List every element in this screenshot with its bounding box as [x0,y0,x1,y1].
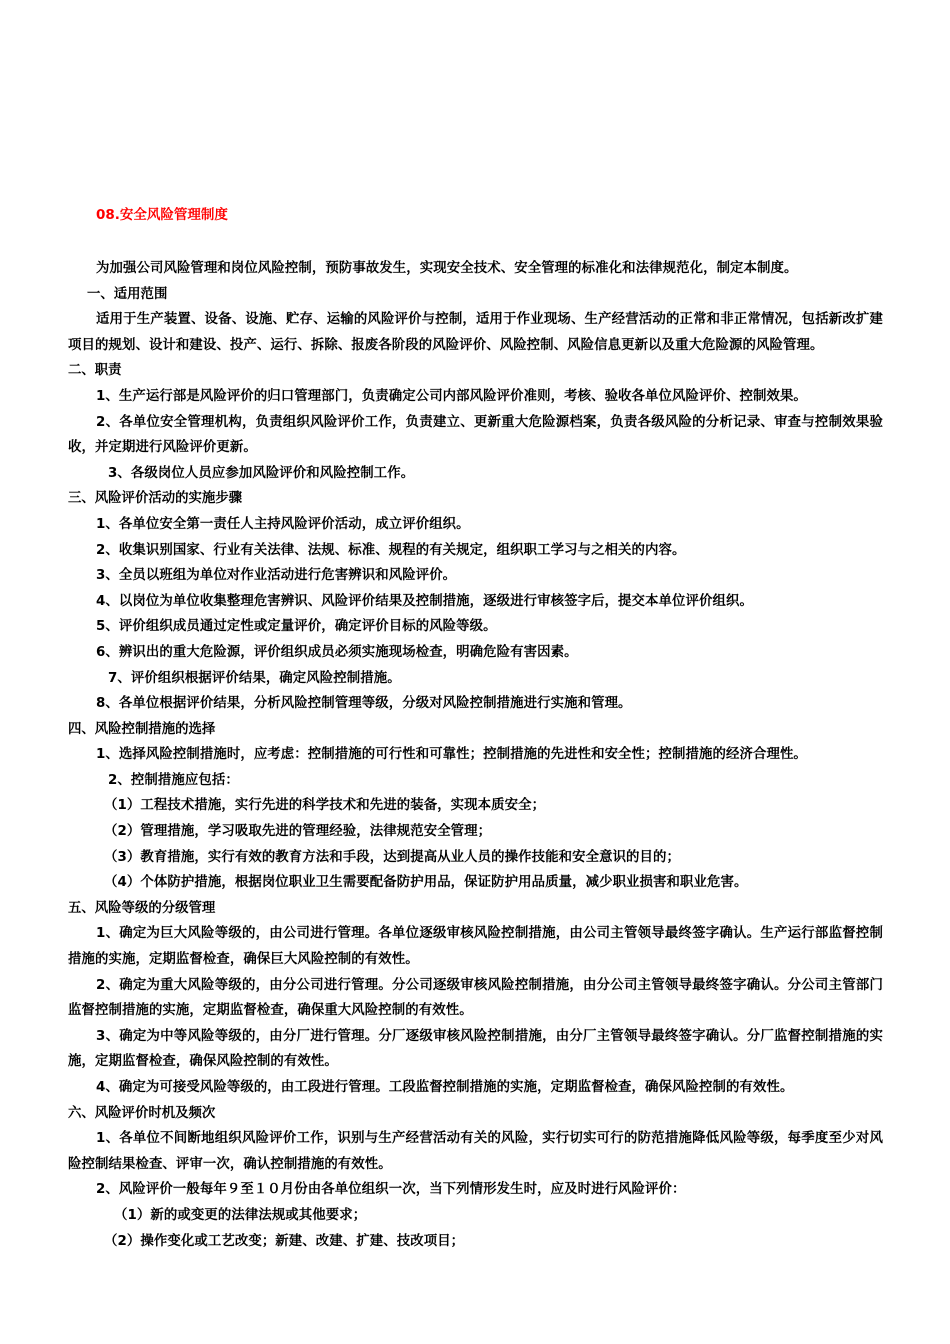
section-heading-timing: 六、风险评价时机及频次 [68,1105,216,1121]
scope-paragraph: 适用于生产装置、设备、设施、贮存、运输的风险评价与控制，适用于作业现场、生产经营活动的正常和非正常情况，包括新改扩建项目的规划、设计和建设、投产、运行、拆除、报废各阶段的风险评价、风险控制、风险信息更新以及重大危险源的风险管理。 [68,312,883,353]
measures-sub-3: （3）教育措施，实行有效的教育方法和手段，达到提高从业人员的操作技能和安全意识的目的； [104,849,681,865]
section-heading-levels: 五、风险等级的分级管理 [68,900,216,916]
timing-item-2: 2、风险评价一般每年９至１０月份由各单位组织一次，当下列情形发生时，应及时进行风险评价： [96,1182,686,1198]
document-title: 08.安全风险管理制度 [96,207,228,223]
section-heading-steps: 三、风险评价活动的实施步骤 [68,491,243,507]
duties-item-3: 3、各级岗位人员应参加风险评价和风险控制工作。 [108,465,415,481]
steps-item-1: 1、各单位安全第一责任人主持风险评价活动，成立评价组织。 [96,516,470,532]
steps-item-3: 3、全员以班组为单位对作业活动进行危害辨识和风险评价。 [96,568,457,584]
steps-item-7: 7、评价组织根据评价结果，确定风险控制措施。 [108,670,401,686]
steps-item-5: 5、评价组织成员通过定性或定量评价，确定评价目标的风险等级。 [96,619,497,635]
steps-item-4: 4、以岗位为单位收集整理危害辨识、风险评价结果及控制措施，逐级进行审核签字后，提交本单位评价组织。 [96,593,753,609]
duties-item-2: 2、各单位安全管理机构，负责组织风险评价工作，负责建立、更新重大危险源档案，负责各级风险的分析记录、审查与控制效果验收，并定期进行风险评价更新。 [68,414,883,456]
levels-item-1: 1、确定为巨大风险等级的，由公司进行管理。各单位逐级审核风险控制措施，由公司主管领导最终签字确认。生产运行部监督控制措施的实施，定期监督检查，确保巨大风险控制的有效性。 [68,926,883,968]
steps-item-6: 6、辨识出的重大危险源，评价组织成员必须实施现场检查，明确危险有害因素。 [96,644,578,660]
measures-sub-1: （1）工程技术措施，实行先进的科学技术和先进的装备，实现本质安全； [104,798,546,814]
intro-paragraph: 为加强公司风险管理和岗位风险控制，预防事故发生，实现安全技术、安全管理的标准化和法律规范化，制定本制度。 [96,261,798,276]
section-heading-duties: 二、职责 [68,363,122,379]
levels-item-2: 2、确定为重大风险等级的，由分公司进行管理。分公司逐级审核风险控制措施，由分公司主管领导最终签字确认。分公司主管部门监督控制措施的实施，定期监督检查，确保重大风险控制的有效性。 [68,977,883,1019]
steps-item-8: 8、各单位根据评价结果，分析风险控制管理等级，分级对风险控制措施进行实施和管理。 [96,696,632,712]
measures-item-1: 1、选择风险控制措施时，应考虑：控制措施的可行性和可靠性；控制措施的先进性和安全性；控制措施的经济合理性。 [96,747,807,763]
steps-item-2: 2、收集识别国家、行业有关法律、法规、标准、规程的有关规定，组织职工学习与之相关的内容。 [96,542,686,558]
levels-item-4: 4、确定为可接受风险等级的，由工段进行管理。工段监督控制措施的实施，定期监督检查，确保风险控制的有效性。 [96,1080,794,1095]
measures-item-2: 2、控制措施应包括： [108,772,239,788]
timing-item-1: 1、各单位不间断地组织风险评价工作，识别与生产经营活动有关的风险，实行切实可行的防范措施降低风险等级，每季度至少对风险控制结果检查、评审一次，确认控制措施的有效性。 [68,1131,883,1172]
measures-sub-2: （2）管理措施，学习吸取先进的管理经验，法律规范安全管理； [104,824,492,840]
levels-item-3: 3、确定为中等风险等级的，由分厂进行管理。分厂逐级审核风险控制措施，由分厂主管领导最终签字确认。分厂监督控制措施的实施，定期监督检查，确保风险控制的有效性。 [68,1028,883,1070]
document-body [68,256,883,1254]
section-heading-measures: 四、风险控制措施的选择 [68,721,216,737]
measures-sub-4: （4）个体防护措施，根据岗位职业卫生需要配备防护用品，保证防护用品质量，减少职业损害和职业危害。 [104,875,748,891]
timing-sub-1: （1）新的或变更的法律法规或其他要求； [114,1207,367,1223]
timing-sub-2: （2）操作变化或工艺改变；新建、改建、扩建、技改项目； [104,1233,465,1249]
duties-item-1: 1、生产运行部是风险评价的归口管理部门，负责确定公司内部风险评价准则，考核、验收各单位风险评价、控制效果。 [96,388,807,404]
section-heading-scope: 一、适用范围 [87,286,168,302]
